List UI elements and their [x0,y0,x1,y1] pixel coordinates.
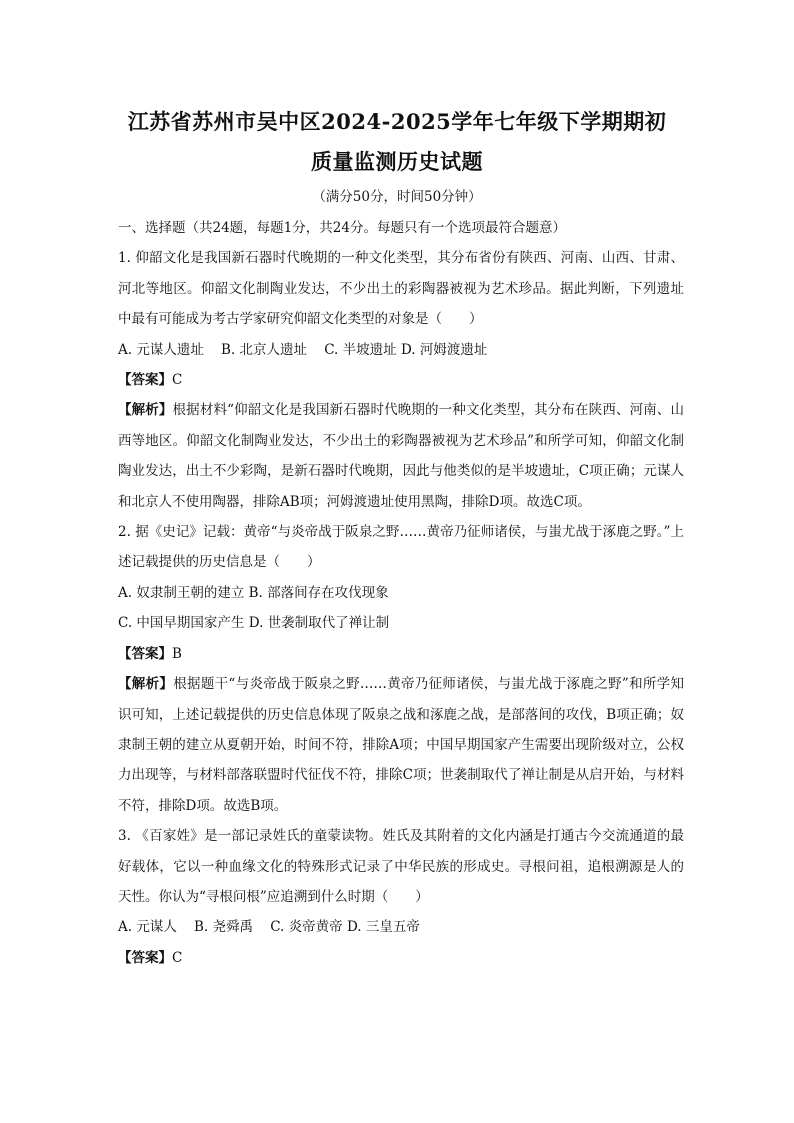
document-body [118,213,684,973]
question-1-analysis [118,395,684,517]
question-1-stem: 1. 仰韶文化是我国新石器时代晚期的一种文化类型，其分布省份有陕西、河南、山西、甘肃、河北等地区。仰韶文化制陶业发达，不少出土的彩陶器被视为艺术珍品。据此判断，下列遗址中最有可能成为考古学家研究仰韶文化类型的对象是（ ） [118,250,684,328]
option-d: D. 三皇五帝 [346,919,420,936]
answer-label: 【答案】 [118,372,172,389]
analysis-text: 根据材料“仰韶文化是我国新石器时代晚期的一种文化类型，其分布在陕西、河南、山西等地区。仰韶文化制陶业发达，不少出土的彩陶器被视为艺术珍品”和所学可知，仰韶文化制陶业发达，出土不少彩陶，是新石器时代晚期，因此与他类似的是半坡遗址，C项正确；元谋人和北京人不使用陶器，排除AB项；河姆渡遗址使用黑陶，排除D项。故选C项。 [118,402,684,510]
document-title-line-1: 江苏省苏州市吴中区2024-2025学年七年级下学期期初 [127,109,667,134]
option-b: B. 北京人遗址 [221,341,308,358]
question-2-answer [118,639,684,669]
question-1-options [118,335,684,365]
analysis-label: 【解析】 [118,676,174,693]
option-b: B. 尧舜禹 [194,919,254,936]
analysis-text: 根据题干“与炎帝战于阪泉之野……黄帝乃征师诸侯，与蚩尤战于涿鹿之野”和所学知识可知，上述记载提供的历史信息体现了阪泉之战和涿鹿之战，是部落间的攻伐，B项正确；奴隶制王朝的建立从夏朝开始，时间不符，排除A项；中国早期国家产生需要出现阶级对立，公权力出现等，与材料部落联盟时代征伐不符，排除C项；世袭制取代了禅让制是从启开始，与材料不符，排除D项。故选B项。 [118,676,684,814]
answer-label: 【答案】 [118,645,172,662]
question-1-answer [118,365,684,395]
document-title-line-2: 质量监测历史试题 [311,149,483,174]
option-d: D. 世袭制取代了禅让制 [248,615,390,632]
question-2-options-row-2 [118,608,684,638]
answer-value: B [172,645,182,662]
option-c: C. 中国早期国家产生 [118,615,245,632]
question-2-options-row-1 [118,578,684,608]
option-c: C. 炎帝黄帝 [270,919,343,936]
option-c: C. 半坡遗址 [324,341,397,358]
exam-info: （满分50分，时间50分钟） [312,189,482,205]
option-d: D. 河姆渡遗址 [400,341,488,358]
answer-value: C [172,372,183,389]
answer-value: C [172,949,183,966]
question-2-stem: 2. 据《史记》记载：黄帝“与炎帝战于阪泉之野……黄帝乃征师诸侯，与蚩尤战于涿鹿之野。”上述记载提供的历史信息是（ ） [118,524,684,571]
question-2-analysis [118,669,684,821]
question-3-options [118,912,684,942]
analysis-label: 【解析】 [118,402,173,419]
option-a: A. 元谋人 [118,919,177,936]
option-b: B. 部落间存在攻伐现象 [248,584,389,601]
option-a: A. 奴隶制王朝的建立 [118,584,245,601]
option-a: A. 元谋人遗址 [118,341,204,358]
section-heading: 一、选择题（共24题，每题1分，共24分。每题只有一个选项最符合题意） [118,220,566,236]
answer-label: 【答案】 [118,949,172,966]
question-3-stem: 3. 《百家姓》是一部记录姓氏的童蒙读物。姓氏及其附着的文化内涵是打通古今交流通道的最好载体，它以一种血缘文化的特殊形式记录了中华民族的形成史。寻根问祖，追根溯源是人的天性。你认为“寻根问根”应追溯到什么时期（ ） [118,828,684,905]
question-3-answer [118,943,684,973]
